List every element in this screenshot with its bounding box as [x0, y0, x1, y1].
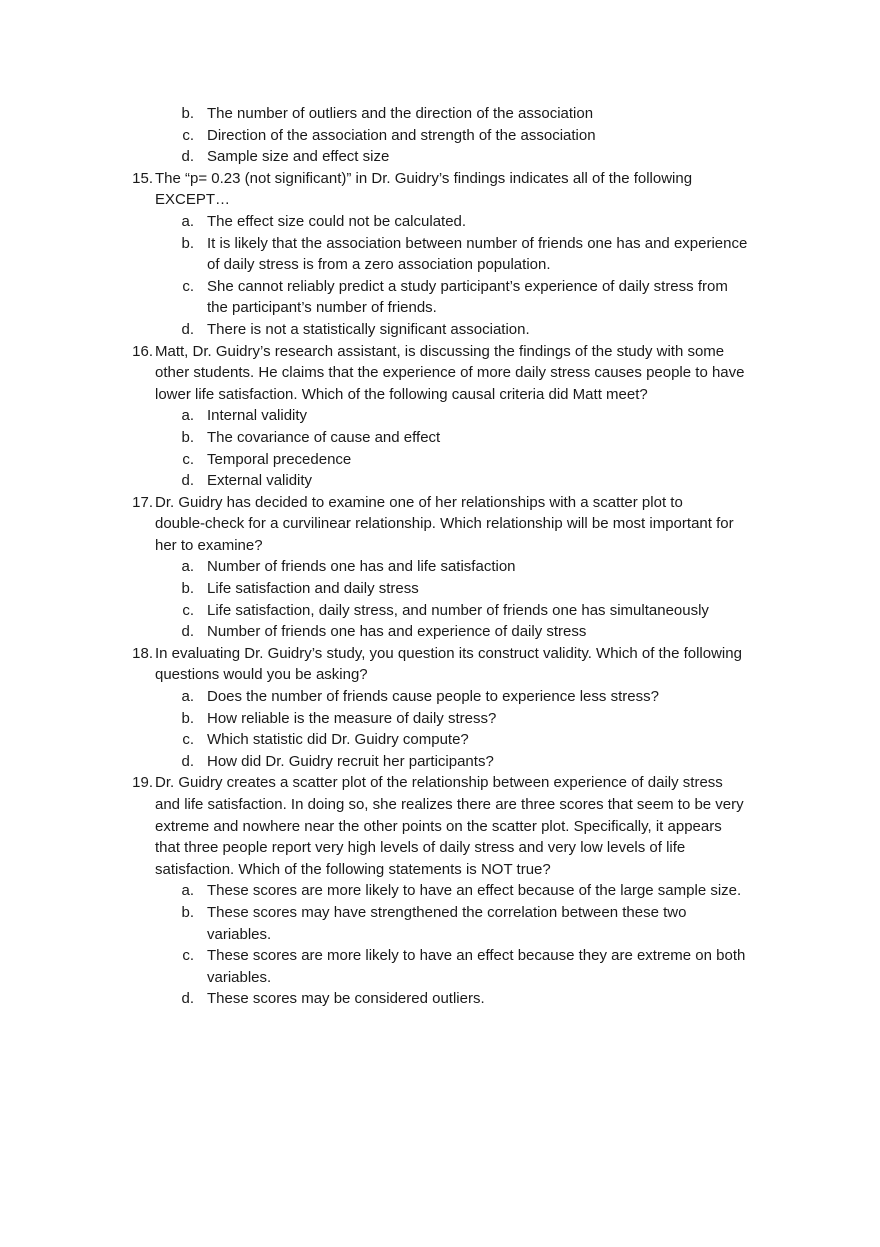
option-text: Internal validity — [207, 407, 308, 425]
option-text: Life satisfaction, daily stress, and number of friends one has simultaneously — [207, 601, 709, 619]
answer-option — [0, 686, 880, 708]
option-letter: a. — [181, 407, 194, 425]
option-text: the participant’s number of friends. — [207, 299, 437, 317]
question-line — [0, 535, 880, 557]
question-line — [0, 794, 880, 816]
option-line — [0, 319, 880, 341]
option-text: variables. — [207, 925, 272, 943]
answer-option — [0, 880, 880, 902]
option-letter: a. — [181, 212, 194, 230]
question-text: In evaluating Dr. Guidry’s study, you question its construct validity. Which of the following — [155, 644, 742, 662]
question-block — [0, 772, 880, 880]
answer-option — [0, 600, 880, 622]
answer-option — [0, 125, 880, 147]
answer-option — [0, 276, 880, 319]
option-text: The covariance of cause and effect — [207, 428, 441, 446]
answer-option — [0, 470, 880, 492]
option-line — [0, 211, 880, 233]
question-line — [0, 492, 880, 514]
answer-option — [0, 319, 880, 341]
option-line — [0, 600, 880, 622]
question-line — [0, 837, 880, 859]
option-line — [0, 988, 880, 1010]
option-letter: a. — [181, 558, 194, 576]
option-letter: c. — [182, 126, 194, 144]
question-text: her to examine? — [155, 536, 263, 554]
option-text: These scores are more likely to have an effect because of the large sample size. — [207, 882, 742, 900]
option-text: How reliable is the measure of daily stress? — [207, 709, 497, 727]
answer-option — [0, 621, 880, 643]
question-text: The “p= 0.23 (not significant)” in Dr. Guidry’s findings indicates all of the following — [155, 169, 693, 187]
option-letter: b. — [181, 903, 194, 921]
question-number: 15. — [132, 169, 153, 187]
question-number: 18. — [132, 644, 153, 662]
question-line — [0, 362, 880, 384]
option-letter: b. — [181, 105, 194, 122]
option-text: She cannot reliably predict a study participant’s experience of daily stress from — [207, 277, 728, 295]
option-line — [0, 427, 880, 449]
option-line — [0, 729, 880, 751]
question-text: extreme and nowhere near the other points on the scatter plot. Specifically, it appears — [155, 817, 722, 835]
option-text: The effect size could not be calculated. — [207, 212, 467, 230]
question-line — [0, 341, 880, 363]
question-block — [0, 341, 880, 406]
option-line — [0, 103, 880, 125]
question-line — [0, 859, 880, 881]
option-line — [0, 924, 880, 946]
option-line — [0, 945, 880, 967]
option-line — [0, 146, 880, 168]
option-letter: d. — [181, 148, 194, 166]
answer-option — [0, 945, 880, 988]
question-text: that three people report very high levels of daily stress and very low levels of life — [155, 839, 686, 857]
option-line — [0, 686, 880, 708]
option-text: These scores may be considered outliers. — [207, 990, 485, 1008]
option-letter: b. — [181, 234, 194, 252]
question-line — [0, 513, 880, 535]
question-text: double-check for a curvilinear relationship. Which relationship will be most important for — [155, 515, 734, 533]
question-text: other students. He claims that the experience of more daily stress causes people to have — [155, 364, 745, 382]
option-text: How did Dr. Guidry recruit her participants? — [207, 752, 494, 770]
option-line — [0, 254, 880, 276]
answer-option — [0, 988, 880, 1010]
question-line — [0, 772, 880, 794]
answer-option — [0, 751, 880, 773]
option-text: The number of outliers and the direction of the association — [207, 105, 594, 122]
question-text: Dr. Guidry creates a scatter plot of the relationship between experience of daily stress — [155, 774, 723, 792]
option-text: Life satisfaction and daily stress — [207, 580, 419, 598]
question-line — [0, 643, 880, 665]
option-text: Temporal precedence — [207, 450, 352, 468]
option-line — [0, 556, 880, 578]
question-text: Dr. Guidry has decided to examine one of her relationships with a scatter plot to — [155, 493, 683, 511]
option-text: Which statistic did Dr. Guidry compute? — [207, 731, 469, 749]
option-letter: d. — [181, 990, 194, 1008]
answer-option — [0, 708, 880, 730]
option-line — [0, 621, 880, 643]
question-text: satisfaction. Which of the following statements is NOT true? — [155, 860, 551, 878]
question-block — [0, 168, 880, 211]
question-block — [0, 492, 880, 557]
option-text: Direction of the association and strength of the association — [207, 126, 596, 144]
option-letter: b. — [181, 709, 194, 727]
option-letter: d. — [181, 472, 194, 490]
option-letter: c. — [182, 947, 194, 965]
option-letter: c. — [182, 601, 194, 619]
option-line — [0, 708, 880, 730]
answer-option — [0, 233, 880, 276]
answer-option — [0, 729, 880, 751]
option-text: These scores may have strengthened the correlation between these two — [207, 903, 687, 921]
option-line — [0, 233, 880, 255]
answer-option — [0, 427, 880, 449]
option-letter: d. — [181, 752, 194, 770]
question-number: 17. — [132, 493, 153, 511]
option-line — [0, 470, 880, 492]
answer-option — [0, 902, 880, 945]
option-text: Sample size and effect size — [207, 148, 390, 166]
question-line — [0, 816, 880, 838]
option-letter: b. — [181, 428, 194, 446]
option-text: External validity — [207, 472, 313, 490]
option-letter: b. — [181, 580, 194, 598]
option-line — [0, 449, 880, 471]
document-page — [0, 103, 880, 1010]
option-line — [0, 297, 880, 319]
question-line — [0, 189, 880, 211]
option-text: Number of friends one has and life satisfaction — [207, 558, 516, 576]
option-line — [0, 967, 880, 989]
answer-option — [0, 146, 880, 168]
option-text: There is not a statistically significant association. — [207, 320, 530, 338]
answer-option — [0, 578, 880, 600]
option-text: variables. — [207, 968, 272, 986]
option-letter: d. — [181, 320, 194, 338]
option-text: of daily stress is from a zero association population. — [207, 256, 551, 274]
answer-option — [0, 103, 880, 125]
question-line — [0, 384, 880, 406]
option-text: Does the number of friends cause people to experience less stress? — [207, 688, 659, 706]
question-number: 16. — [132, 342, 153, 360]
question-block — [0, 643, 880, 686]
question-line — [0, 664, 880, 686]
option-text: These scores are more likely to have an effect because they are extreme on both — [207, 947, 746, 965]
option-letter: a. — [181, 688, 194, 706]
answer-option — [0, 405, 880, 427]
answer-option — [0, 449, 880, 471]
option-line — [0, 578, 880, 600]
question-text: and life satisfaction. In doing so, she realizes there are three scores that seem to be very — [155, 796, 744, 813]
question-text: EXCEPT… — [155, 191, 231, 209]
question-number: 19. — [132, 774, 153, 792]
option-letter: a. — [181, 882, 194, 900]
question-text: questions would you be asking? — [155, 666, 368, 684]
option-line — [0, 902, 880, 924]
option-line — [0, 405, 880, 427]
answer-option — [0, 556, 880, 578]
option-letter: c. — [182, 450, 194, 468]
option-letter: c. — [182, 731, 194, 749]
option-letter: c. — [182, 277, 194, 295]
question-text: Matt, Dr. Guidry’s research assistant, is discussing the findings of the study with some — [155, 342, 725, 360]
option-line — [0, 276, 880, 298]
option-line — [0, 880, 880, 902]
question-line — [0, 168, 880, 190]
option-line — [0, 751, 880, 773]
answer-option — [0, 211, 880, 233]
question-text: lower life satisfaction. Which of the following causal criteria did Matt meet? — [155, 385, 648, 403]
option-line — [0, 125, 880, 147]
option-text: It is likely that the association between number of friends one has and experience — [207, 234, 748, 252]
option-text: Number of friends one has and experience of daily stress — [207, 623, 587, 641]
option-letter: d. — [181, 623, 194, 641]
